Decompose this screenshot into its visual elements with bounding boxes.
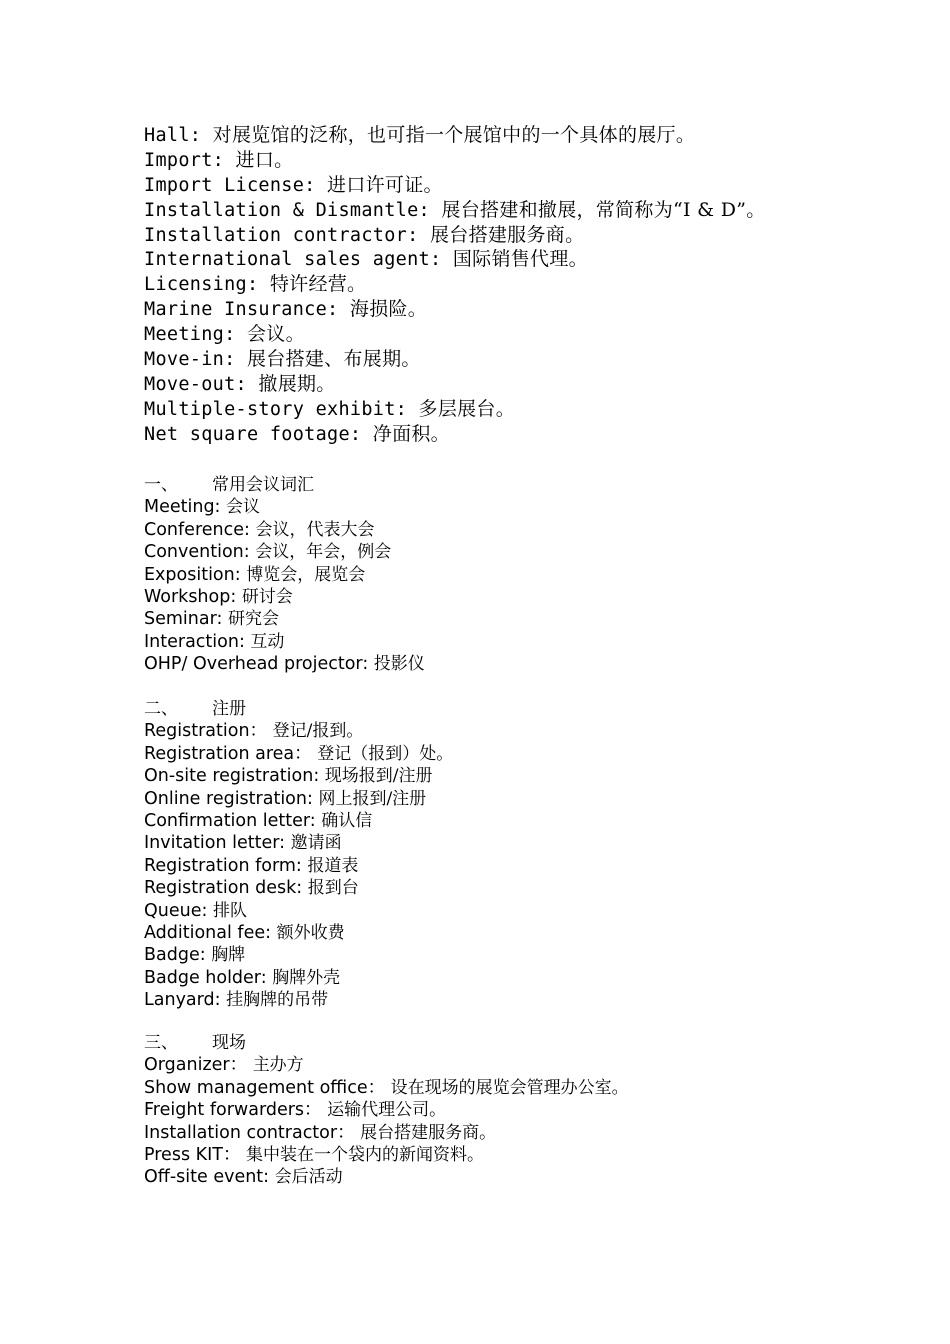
term: Show management office： — [144, 1077, 386, 1098]
meaning: 进口。 — [235, 148, 294, 171]
term: Additional fee: — [144, 922, 272, 943]
list-item — [144, 1099, 924, 1121]
section-registration — [144, 698, 924, 1011]
section-heading — [144, 698, 924, 720]
list-item — [144, 944, 924, 966]
meaning: 挂胸牌的吊带 — [226, 990, 329, 1011]
list-item — [144, 720, 924, 742]
list-item — [144, 519, 924, 541]
glossary-line — [144, 123, 924, 148]
section-on-site — [144, 1032, 924, 1189]
glossary-line — [144, 148, 924, 173]
meaning: 进口许可证。 — [327, 173, 443, 196]
glossary-line — [144, 372, 924, 397]
term: Invitation letter: — [144, 833, 286, 854]
term: Net square footage: — [144, 423, 362, 445]
term: Move-in: — [144, 349, 236, 371]
section-heading — [144, 1032, 924, 1054]
glossary-line — [144, 297, 924, 322]
meaning: 邀请函 — [290, 833, 342, 854]
term: Convention: — [144, 542, 250, 563]
glossary-top — [144, 123, 924, 447]
meaning: 会议 — [226, 497, 261, 518]
meaning: 特许经营。 — [269, 273, 367, 296]
meaning: 运输代理公司。 — [327, 1100, 447, 1121]
meaning: 展台搭建和撤展，常简称为“I & D”。 — [441, 198, 766, 221]
term: Seminar: — [144, 609, 223, 630]
term: On-site registration: — [144, 766, 320, 787]
term: Confirmation letter: — [144, 810, 316, 831]
list-item — [144, 1144, 924, 1166]
meaning: 多层展台。 — [418, 397, 516, 420]
glossary-line — [144, 247, 924, 272]
term: Licensing: — [144, 274, 259, 296]
term: Meeting: — [144, 497, 221, 518]
term: Meeting: — [144, 324, 236, 346]
glossary-line — [144, 173, 924, 198]
term: OHP/ Overhead projector: — [144, 654, 369, 675]
meaning: 登记（报到）处。 — [317, 743, 454, 764]
list-item — [144, 900, 924, 922]
term: Interaction: — [144, 631, 245, 652]
section-title: 常用会议词汇 — [212, 475, 314, 495]
list-item — [144, 564, 924, 586]
term: International sales agent: — [144, 249, 442, 271]
meaning: 排队 — [212, 900, 247, 921]
section-title: 注册 — [212, 699, 246, 719]
list-item — [144, 541, 924, 563]
meaning: 会议，年会，例会 — [255, 542, 392, 563]
meaning: 撤展期。 — [258, 372, 336, 395]
meaning: 确认信 — [321, 810, 373, 831]
list-item — [144, 1122, 924, 1144]
meaning: 额外收费 — [276, 922, 345, 943]
glossary-line — [144, 422, 924, 447]
glossary-line — [144, 322, 924, 347]
meaning: 展台搭建服务商。 — [360, 1122, 497, 1143]
meaning: 登记/报到。 — [272, 721, 364, 742]
meaning: 净面积。 — [372, 422, 450, 445]
meaning: 博览会，展览会 — [246, 564, 366, 585]
term: Import: — [144, 149, 225, 171]
glossary-line — [144, 347, 924, 372]
term: Online registration: — [144, 788, 313, 809]
term: Marine Insurance: — [144, 299, 339, 321]
term: Registration area： — [144, 743, 312, 764]
meaning: 国际销售代理。 — [452, 248, 588, 271]
list-item — [144, 743, 924, 765]
term: Off-site event: — [144, 1167, 270, 1188]
term: Badge: — [144, 945, 206, 966]
term: Hall: — [144, 125, 202, 146]
list-item — [144, 1054, 924, 1076]
list-item — [144, 788, 924, 810]
term: Queue: — [144, 900, 208, 921]
term: Move-out: — [144, 373, 247, 395]
term: Installation contractor: — [144, 224, 419, 246]
meaning: 展台搭建服务商。 — [429, 223, 585, 246]
meaning: 主办方 — [252, 1055, 304, 1076]
list-item — [144, 765, 924, 787]
meaning: 展台搭建、布展期。 — [246, 348, 421, 371]
meaning: 报道表 — [307, 855, 359, 876]
term: Conference: — [144, 519, 250, 540]
meaning: 胸牌外壳 — [272, 967, 341, 988]
glossary-line — [144, 198, 924, 223]
list-item — [144, 586, 924, 608]
list-item — [144, 855, 924, 877]
meaning: 会议，代表大会 — [255, 519, 375, 540]
term: Organizer： — [144, 1055, 248, 1076]
list-item — [144, 496, 924, 518]
term: Registration desk: — [144, 878, 303, 899]
term: Badge holder: — [144, 967, 267, 988]
meaning: 投影仪 — [373, 654, 425, 675]
list-item — [144, 1166, 924, 1188]
term: Workshop: — [144, 586, 237, 607]
term: Import License: — [144, 174, 316, 196]
glossary-line — [144, 397, 924, 422]
list-item — [144, 832, 924, 854]
section-common-meeting-vocabulary — [144, 474, 924, 676]
list-item — [144, 877, 924, 899]
meaning: 海损险。 — [349, 298, 428, 321]
list-item — [144, 810, 924, 832]
list-item — [144, 989, 924, 1011]
section-title: 现场 — [212, 1033, 246, 1053]
meaning: 网上报到/注册 — [318, 788, 427, 809]
term: Multiple-story exhibit: — [144, 398, 408, 420]
term: Press KIT： — [144, 1144, 241, 1165]
term: Freight forwarders： — [144, 1100, 322, 1121]
list-item — [144, 922, 924, 944]
list-item — [144, 608, 924, 630]
glossary-line — [144, 223, 924, 248]
term: Registration： — [144, 721, 268, 742]
meaning: 胸牌 — [211, 945, 246, 966]
section-number: 三、 — [144, 1033, 178, 1053]
term: Installation contractor： — [144, 1122, 355, 1143]
meaning: 研讨会 — [241, 586, 293, 607]
section-number: 二、 — [144, 699, 178, 719]
term: Exposition: — [144, 564, 241, 585]
list-item — [144, 653, 924, 675]
term: Lanyard: — [144, 990, 221, 1011]
section-heading — [144, 474, 924, 496]
term: Installation & Dismantle: — [144, 199, 430, 221]
list-item — [144, 967, 924, 989]
meaning: 互动 — [250, 631, 285, 652]
meaning: 对展览馆的泛称，也可指一个展馆中的一个具体的展厅。 — [212, 124, 696, 146]
meaning: 研究会 — [227, 609, 279, 630]
meaning: 报到台 — [307, 878, 359, 899]
section-number: 一、 — [144, 475, 178, 495]
meaning: 现场报到/注册 — [324, 766, 433, 787]
meaning: 集中装在一个袋内的新闻资料。 — [246, 1144, 485, 1165]
list-item — [144, 1077, 924, 1099]
meaning: 会议。 — [246, 323, 305, 346]
list-item — [144, 631, 924, 653]
meaning: 会后活动 — [274, 1167, 343, 1188]
term: Registration form: — [144, 855, 302, 876]
glossary-line — [144, 272, 924, 297]
meaning: 设在现场的展览会管理办公室。 — [390, 1077, 629, 1098]
